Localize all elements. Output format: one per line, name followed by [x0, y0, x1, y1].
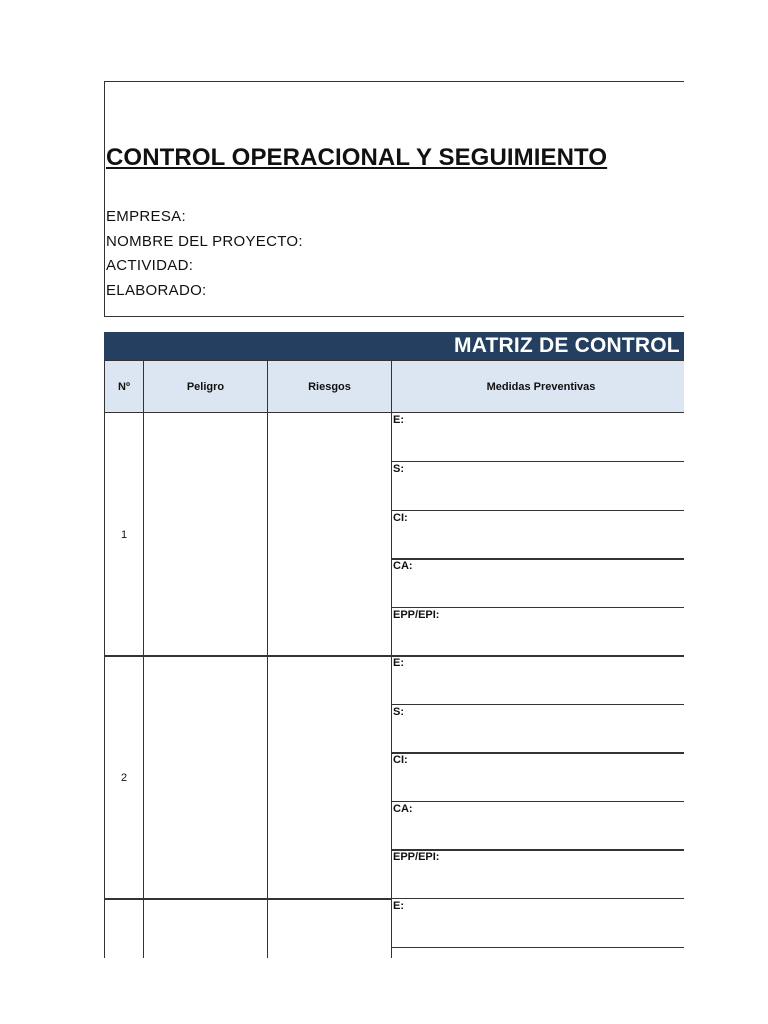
column-header-medidas: Medidas Preventivas: [391, 360, 691, 413]
row-number-cell: 1: [104, 412, 144, 657]
document-title: CONTROL OPERACIONAL Y SEGUIMIENTO: [106, 144, 608, 171]
field-empresa: EMPRESA:: [106, 208, 186, 225]
measure-cell-e[interactable]: E:: [391, 655, 691, 705]
measure-cell-s[interactable]: S:: [391, 704, 691, 754]
row-number-cell: 2: [104, 655, 144, 900]
field-actividad: ACTIVIDAD:: [106, 257, 194, 274]
riesgos-cell[interactable]: [267, 655, 392, 900]
measure-cell-ci[interactable]: CI:: [391, 752, 691, 802]
page-crop-margin: [684, 0, 768, 1024]
field-elaborado: ELABORADO:: [106, 282, 207, 299]
row-number-cell: [104, 898, 144, 958]
measure-cell-ci[interactable]: CI:: [391, 510, 691, 560]
column-header-number: Nº: [104, 360, 144, 413]
measure-cell-epp[interactable]: EPP/EPI:: [391, 607, 691, 657]
matrix-title: MATRIZ DE CONTROL: [454, 334, 680, 357]
peligro-cell[interactable]: [143, 412, 268, 657]
column-header-riesgos: Riesgos: [267, 360, 392, 413]
measure-cell-s[interactable]: S:: [391, 461, 691, 511]
riesgos-cell[interactable]: [267, 898, 392, 958]
peligro-cell[interactable]: [143, 655, 268, 900]
field-nombre-proyecto: NOMBRE DEL PROYECTO:: [106, 233, 303, 250]
peligro-cell[interactable]: [143, 898, 268, 958]
measure-cell-e[interactable]: E:: [391, 898, 691, 948]
measure-cell-ca[interactable]: CA:: [391, 558, 691, 608]
measure-cell-epp[interactable]: EPP/EPI:: [391, 849, 691, 899]
riesgos-cell[interactable]: [267, 412, 392, 657]
column-header-peligro: Peligro: [143, 360, 268, 413]
measure-cell-e[interactable]: E:: [391, 412, 691, 462]
measure-cell-ca[interactable]: CA:: [391, 801, 691, 851]
matrix-title-band: [104, 332, 704, 360]
